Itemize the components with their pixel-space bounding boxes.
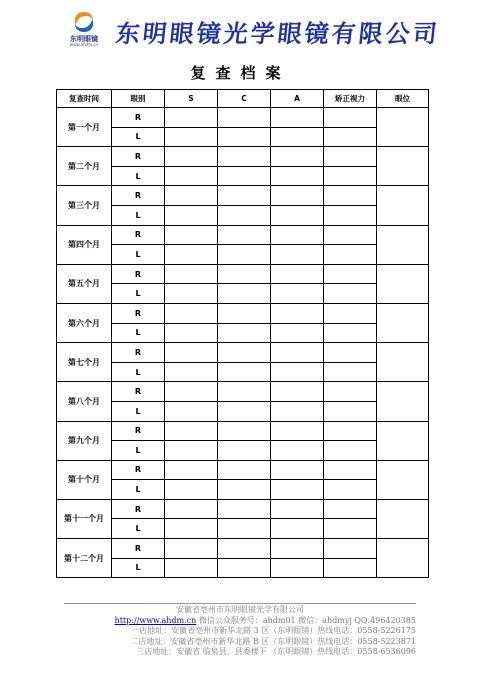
eye-cell: R <box>112 343 165 363</box>
column-header: 复查时间 <box>57 90 112 108</box>
month-cell: 第五个月 <box>57 264 112 303</box>
month-cell: 第二个月 <box>57 147 112 186</box>
entry-cell[interactable] <box>218 362 271 382</box>
eye-cell: R <box>112 225 165 245</box>
entry-cell[interactable] <box>271 519 324 539</box>
table-row <box>57 421 429 441</box>
letterhead <box>0 0 481 56</box>
table-row <box>57 147 429 167</box>
eye-cell: R <box>112 499 165 519</box>
footer-store-1: 一店地址：安徽省亳州市新华北路 3 区（东明眼镜）热线电话：0558-5226175 <box>131 626 416 636</box>
eye-cell: R <box>112 539 165 559</box>
table-row <box>57 362 429 382</box>
eye-position-cell[interactable] <box>377 460 429 499</box>
entry-cell[interactable] <box>271 460 324 480</box>
entry-cell[interactable] <box>324 421 377 441</box>
eye-cell: R <box>112 303 165 323</box>
entry-cell[interactable] <box>165 284 218 304</box>
document-title: 复查档案 <box>190 64 291 82</box>
table-row <box>57 284 429 304</box>
entry-cell[interactable] <box>165 539 218 559</box>
entry-cell[interactable] <box>218 558 271 578</box>
entry-cell[interactable] <box>218 245 271 265</box>
eye-cell: L <box>112 284 165 304</box>
entry-cell[interactable] <box>218 421 271 441</box>
entry-cell[interactable] <box>324 284 377 304</box>
entry-cell[interactable] <box>271 343 324 363</box>
entry-cell[interactable] <box>165 108 218 128</box>
table-row <box>57 441 429 461</box>
entry-cell[interactable] <box>324 539 377 559</box>
entry-cell[interactable] <box>165 225 218 245</box>
entry-cell[interactable] <box>324 264 377 284</box>
entry-cell[interactable] <box>324 166 377 186</box>
entry-cell[interactable] <box>324 362 377 382</box>
entry-cell[interactable] <box>271 539 324 559</box>
entry-cell[interactable] <box>165 499 218 519</box>
entry-cell[interactable] <box>324 108 377 128</box>
website-link[interactable]: http://www.ahdm.cn <box>114 615 197 625</box>
entry-cell[interactable] <box>324 460 377 480</box>
entry-cell[interactable] <box>165 460 218 480</box>
table-row <box>57 303 429 323</box>
footer-store-3: 三店地址：安徽省 临泉县、县委楼下 （东明眼镜）热线电话：0558-6536096 <box>136 647 416 657</box>
entry-cell[interactable] <box>218 303 271 323</box>
entry-cell[interactable] <box>165 323 218 343</box>
logo-swirl-icon <box>71 10 97 34</box>
column-header: 眼位 <box>377 90 429 108</box>
eye-cell: L <box>112 401 165 421</box>
entry-cell[interactable] <box>271 303 324 323</box>
eye-position-cell[interactable] <box>377 382 429 421</box>
entry-cell[interactable] <box>165 343 218 363</box>
entry-cell[interactable] <box>324 205 377 225</box>
table-row <box>57 499 429 519</box>
month-cell: 第四个月 <box>57 225 112 264</box>
entry-cell[interactable] <box>324 401 377 421</box>
month-cell: 第十一个月 <box>57 499 112 538</box>
entry-cell[interactable] <box>218 284 271 304</box>
month-cell: 第九个月 <box>57 421 112 460</box>
entry-cell[interactable] <box>218 499 271 519</box>
entry-cell[interactable] <box>218 401 271 421</box>
entry-cell[interactable] <box>324 127 377 147</box>
table-row <box>57 245 429 265</box>
eye-cell: L <box>112 127 165 147</box>
entry-cell[interactable] <box>165 127 218 147</box>
entry-cell[interactable] <box>271 186 324 206</box>
entry-cell[interactable] <box>218 225 271 245</box>
entry-cell[interactable] <box>218 264 271 284</box>
month-cell: 第七个月 <box>57 343 112 382</box>
entry-cell[interactable] <box>165 303 218 323</box>
entry-cell[interactable] <box>218 441 271 461</box>
table-header-row <box>57 90 429 108</box>
entry-cell[interactable] <box>324 225 377 245</box>
entry-cell[interactable] <box>165 421 218 441</box>
eye-cell: L <box>112 519 165 539</box>
table-row <box>57 460 429 480</box>
footer-divider <box>64 603 416 604</box>
column-header: S <box>165 90 218 108</box>
eye-cell: L <box>112 441 165 461</box>
table-body <box>57 108 429 578</box>
footer <box>64 605 416 658</box>
table-row <box>57 205 429 225</box>
entry-cell[interactable] <box>271 421 324 441</box>
table-row <box>57 186 429 206</box>
entry-cell[interactable] <box>271 108 324 128</box>
entry-cell[interactable] <box>324 499 377 519</box>
column-header: A <box>271 90 324 108</box>
month-cell: 第十二个月 <box>57 539 112 578</box>
entry-cell[interactable] <box>165 362 218 382</box>
column-header: C <box>218 90 271 108</box>
footer-social: 微信公众服务号：ahdm01 微信：ahdmyj QQ:496420385 <box>198 615 416 625</box>
entry-cell[interactable] <box>324 480 377 500</box>
month-cell: 第三个月 <box>57 186 112 225</box>
eye-cell: R <box>112 186 165 206</box>
entry-cell[interactable] <box>218 147 271 167</box>
entry-cell[interactable] <box>165 147 218 167</box>
eye-cell: L <box>112 166 165 186</box>
entry-cell[interactable] <box>165 558 218 578</box>
eye-cell: R <box>112 460 165 480</box>
eye-cell: L <box>112 480 165 500</box>
entry-cell[interactable] <box>271 558 324 578</box>
eye-position-cell[interactable] <box>377 421 429 460</box>
entry-cell[interactable] <box>271 480 324 500</box>
entry-cell[interactable] <box>324 441 377 461</box>
entry-cell[interactable] <box>324 343 377 363</box>
entry-cell[interactable] <box>218 323 271 343</box>
entry-cell[interactable] <box>218 186 271 206</box>
entry-cell[interactable] <box>218 166 271 186</box>
footer-store-2: 二店地址：安徽省亳州市新华北路 B 区（东明眼镜）热线电话：0558-5223871 <box>130 636 416 646</box>
table-row <box>57 108 429 128</box>
eye-position-cell[interactable] <box>377 186 429 225</box>
entry-cell[interactable] <box>218 460 271 480</box>
entry-cell[interactable] <box>271 264 324 284</box>
follow-up-record-table <box>56 89 429 578</box>
eye-cell: R <box>112 421 165 441</box>
table-row <box>57 264 429 284</box>
table-row <box>57 401 429 421</box>
entry-cell[interactable] <box>165 519 218 539</box>
table-row <box>57 480 429 500</box>
entry-cell[interactable] <box>271 225 324 245</box>
entry-cell[interactable] <box>271 284 324 304</box>
logo-url: www.ahdm.cn <box>69 42 99 47</box>
eye-cell: R <box>112 382 165 402</box>
footer-contact-line <box>64 616 416 627</box>
entry-cell[interactable] <box>218 382 271 402</box>
table-row <box>57 539 429 559</box>
entry-cell[interactable] <box>271 441 324 461</box>
entry-cell[interactable] <box>165 245 218 265</box>
entry-cell[interactable] <box>324 303 377 323</box>
entry-cell[interactable] <box>324 519 377 539</box>
eye-position-cell[interactable] <box>377 303 429 342</box>
eye-cell: R <box>112 147 165 167</box>
eye-position-cell[interactable] <box>377 147 429 186</box>
entry-cell[interactable] <box>218 519 271 539</box>
entry-cell[interactable] <box>271 166 324 186</box>
logo-name: 东明眼镜 <box>70 35 98 43</box>
month-cell: 第六个月 <box>57 303 112 342</box>
eye-cell: L <box>112 205 165 225</box>
eye-cell: L <box>112 362 165 382</box>
entry-cell[interactable] <box>218 205 271 225</box>
table-row <box>57 382 429 402</box>
eye-cell: L <box>112 245 165 265</box>
eye-cell: L <box>112 323 165 343</box>
table-row <box>57 323 429 343</box>
entry-cell[interactable] <box>218 480 271 500</box>
entry-cell[interactable] <box>218 108 271 128</box>
entry-cell[interactable] <box>271 147 324 167</box>
month-cell: 第八个月 <box>57 382 112 421</box>
month-cell: 第十个月 <box>57 460 112 499</box>
table-row <box>57 343 429 363</box>
table-row <box>57 127 429 147</box>
entry-cell[interactable] <box>165 205 218 225</box>
eye-cell: L <box>112 558 165 578</box>
company-logo <box>62 10 106 48</box>
entry-cell[interactable] <box>271 362 324 382</box>
entry-cell[interactable] <box>218 539 271 559</box>
month-cell: 第一个月 <box>57 108 112 147</box>
eye-position-cell[interactable] <box>377 225 429 264</box>
eye-position-cell[interactable] <box>377 108 429 147</box>
entry-cell[interactable] <box>165 401 218 421</box>
company-name: 东明眼镜光学眼镜有限公司 <box>114 19 442 48</box>
entry-cell[interactable] <box>324 186 377 206</box>
entry-cell[interactable] <box>218 343 271 363</box>
entry-cell[interactable] <box>324 323 377 343</box>
entry-cell[interactable] <box>271 127 324 147</box>
entry-cell[interactable] <box>165 480 218 500</box>
table-row <box>57 166 429 186</box>
entry-cell[interactable] <box>271 245 324 265</box>
entry-cell[interactable] <box>324 147 377 167</box>
entry-cell[interactable] <box>165 264 218 284</box>
entry-cell[interactable] <box>218 127 271 147</box>
footer-company: 安徽省亳州市东明眼镜光学有限公司 <box>176 605 304 614</box>
entry-cell[interactable] <box>165 441 218 461</box>
column-header: 矫正视力 <box>324 90 377 108</box>
entry-cell[interactable] <box>271 499 324 519</box>
entry-cell[interactable] <box>324 382 377 402</box>
column-header: 眼别 <box>112 90 165 108</box>
eye-cell: R <box>112 108 165 128</box>
entry-cell[interactable] <box>165 166 218 186</box>
entry-cell[interactable] <box>271 323 324 343</box>
eye-position-cell[interactable] <box>377 539 429 578</box>
eye-position-cell[interactable] <box>377 264 429 303</box>
eye-cell: R <box>112 264 165 284</box>
entry-cell[interactable] <box>271 205 324 225</box>
eye-position-cell[interactable] <box>377 343 429 382</box>
eye-position-cell[interactable] <box>377 499 429 538</box>
entry-cell[interactable] <box>271 382 324 402</box>
entry-cell[interactable] <box>165 382 218 402</box>
entry-cell[interactable] <box>165 186 218 206</box>
entry-cell[interactable] <box>324 245 377 265</box>
entry-cell[interactable] <box>271 401 324 421</box>
entry-cell[interactable] <box>324 558 377 578</box>
table-row <box>57 225 429 245</box>
table-row <box>57 558 429 578</box>
table-row <box>57 519 429 539</box>
